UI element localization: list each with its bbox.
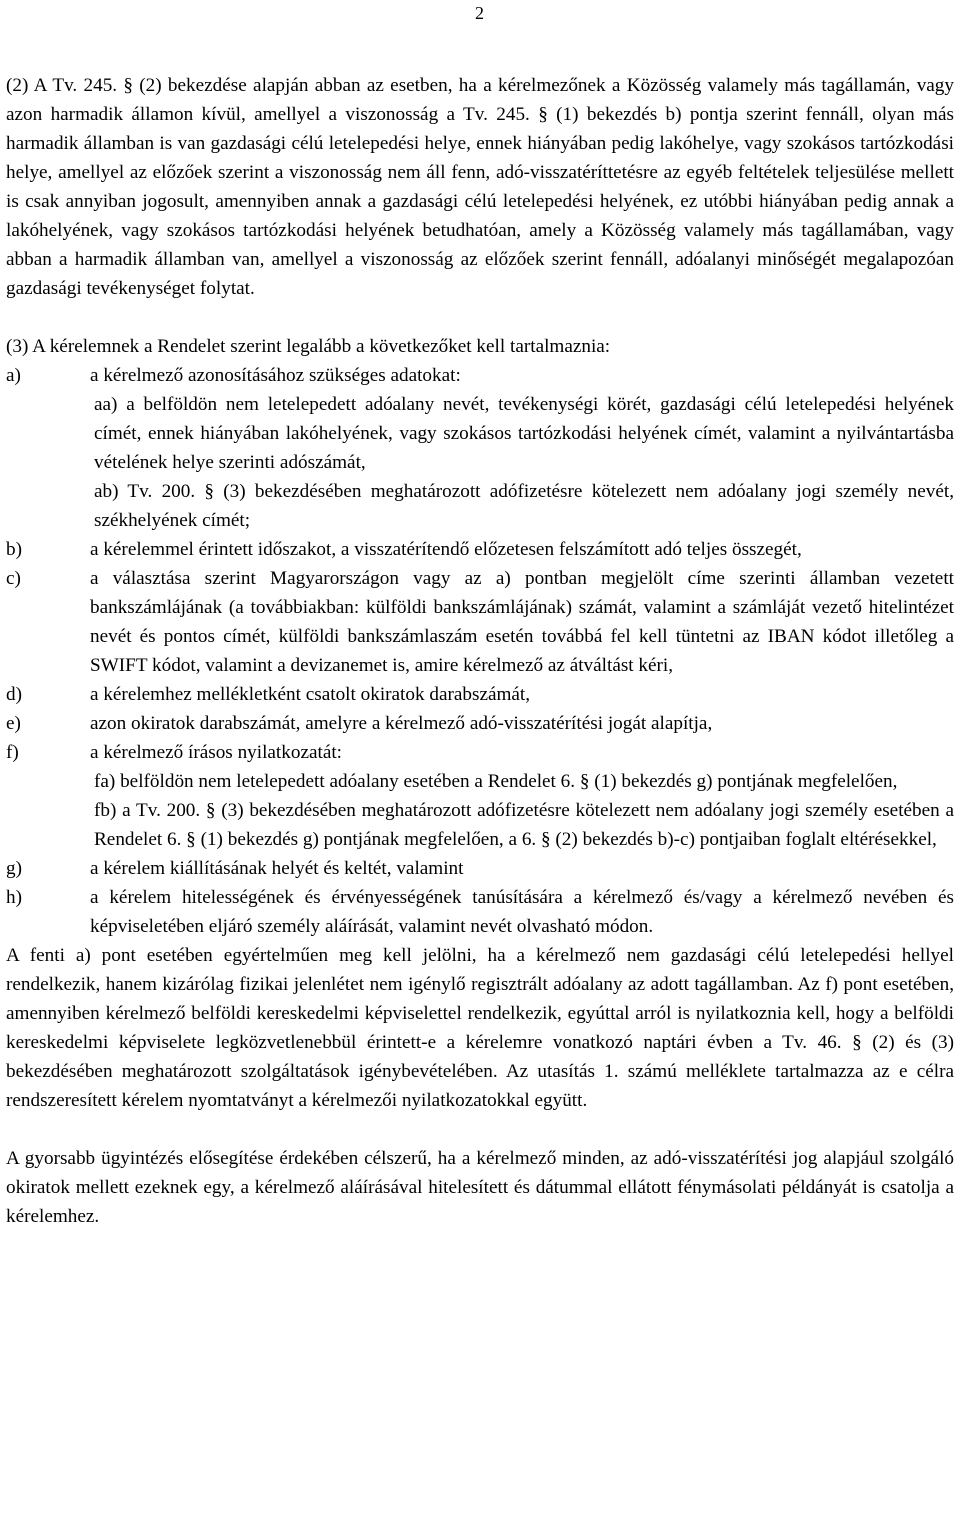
paragraph-2: (2) A Tv. 245. § (2) bekezdése alapján abban az esetben, ha a kérelmezőnek a Közösség valamely más tagállamán, vagy azon harmadik államon kívül, amellyel a viszonosság a Tv. 245. § (1) bekezdés b) pontja szerint fennáll, olyan más harmadik államban is van gazdasági célú letelepedési helye, ennek hiányában pedig lakóhelye, vagy szokásos tartózkodási helye, amellyel az előzőek szerint a viszonosság nem áll fenn, adó-visszatéríttetésre az egyéb feltételek teljesülése mellett is csak annyiban jogosult, amennyiben annak a gazdasági célú letelepedési helyének, ez utóbbi hiányában pedig annak a lakóhelyének, vagy szokásos tartózkodási helyének betudhatóan, amely a Közösség valamely más tagállamában, vagy abban a harmadik államban van, amellyel a viszonosság az előzőek szerint fennáll, adóalanyi minőségét megalapozóan gazdasági tevékenységet folytat. xyxy=(6,75,954,299)
list-item-f xyxy=(6,738,954,767)
item-text: a kérelem kiállításának helyét és keltét, valamint xyxy=(90,858,464,879)
item-label: e) xyxy=(6,713,21,734)
item-label: b) xyxy=(6,539,22,560)
list-item-a xyxy=(6,361,954,390)
paragraph-3-intro: (3) A kérelemnek a Rendelet szerint legalább a következőket kell tartalmaznia: xyxy=(6,336,611,357)
item-text: a kérelmező írásos nyilatkozatát: xyxy=(90,742,342,763)
item-text: azon okiratok darabszámát, amelyre a kérelmező adó-visszatérítési jogát alapítja, xyxy=(90,713,713,734)
list-item-e xyxy=(6,709,954,738)
paragraph-spacer xyxy=(6,1115,954,1144)
list-item-h xyxy=(6,883,954,941)
sub-item-ab: ab) Tv. 200. § (3) bekezdésében meghatározott adófizetésre kötelezett nem adóalany jogi személy nevét, székhelyének címét; xyxy=(94,481,954,531)
item-label: g) xyxy=(6,858,22,879)
item-label: h) xyxy=(6,887,22,908)
sub-item-fa: fa) belföldön nem letelepedett adóalany esetében a Rendelet 6. § (1) bekezdés g) pontjának megfelelően, xyxy=(94,771,898,792)
sub-item-aa: aa) a belföldön nem letelepedett adóalany nevét, tevékenységi körét, gazdasági célú letelepedési helyének címét, ennek hiányában lakóhelyének, vagy szokásos tartózkodási helyének címét, valamint a nyilvántartásba vételének helye szerinti adószámát, xyxy=(94,394,954,473)
sub-item-fb: fb) a Tv. 200. § (3) bekezdésében meghatározott adófizetésre kötelezett nem adóalany jogi személy esetében a Rendelet 6. § (1) bekezdés g) pontjának megfelelően, a 6. § (2) bekezdés b)-c) pontjaiban foglalt eltérésekkel, xyxy=(94,800,954,850)
document-body xyxy=(6,71,954,1231)
list-item-g xyxy=(6,854,954,883)
item-text: a kérelmező azonosításához szükséges adatokat: xyxy=(90,365,461,386)
item-text: a kérelemhez mellékletként csatolt okiratok darabszámát, xyxy=(90,684,531,705)
list-item-b xyxy=(6,535,954,564)
paragraph-spacer xyxy=(6,303,954,332)
item-text: a kérelem hitelességének és érvényességének tanúsítására a kérelmező és/vagy a kérelmező nevében és képviseletében eljáró személy aláírását, valamint nevét olvasható módon. xyxy=(90,887,954,937)
item-text: a kérelemmel érintett időszakot, a visszatérítendő előzetesen felszámított adó teljes összegét, xyxy=(90,539,802,560)
list-item-c xyxy=(6,564,954,680)
item-label: f) xyxy=(6,742,19,763)
list-item-d xyxy=(6,680,954,709)
paragraph-after-list: A fenti a) pont esetében egyértelműen meg kell jelölni, ha a kérelmező nem gazdasági célú letelepedési hellyel rendelkezik, hanem kizárólag fizikai jelenlétet nem igénylő regisztrált adóalany az adott tagállamban. Az f) pont esetében, amennyiben kérelmező belföldi kereskedelmi képviselettel rendelkezik, egyúttal arról is nyilatkoznia kell, hogy a belföldi kereskedelmi képviselete legközvetlenebbül érintett-e a kérelemre vonatkozó naptári évben a Tv. 46. § (2) és (3) bekezdésében meghatározott szolgáltatások igénybevételében. Az utasítás 1. számú melléklete tartalmazza az e célra rendszeresített kérelem nyomtatványt a kérelmezői nyilatkozatokkal együtt. xyxy=(6,945,954,1111)
item-text: a választása szerint Magyarországon vagy az a) pontban megjelölt címe szerinti államban vezetett bankszámlájának (a továbbiakban: külföldi bankszámlájának) számát, valamint a számláját vezető hitelintézet nevét és pontos címét, külföldi bankszámlaszám esetén továbbá fel kell tüntetni az IBAN kódot illetőleg a SWIFT kódot, valamint a devizanemet is, amire kérelmező az átváltást kéri, xyxy=(90,568,954,676)
item-label: d) xyxy=(6,684,22,705)
item-label: a) xyxy=(6,365,21,386)
paragraph-final: A gyorsabb ügyintézés elősegítése érdekében célszerű, ha a kérelmező minden, az adó-visszatérítési jog alapjául szolgáló okiratok mellett ezeknek egy, a kérelmező aláírásával hitelesített és dátummal ellátott fénymásolati példányát is csatolja a kérelemhez. xyxy=(6,1148,954,1227)
item-label: c) xyxy=(6,568,21,589)
page-number: 2 xyxy=(475,3,484,23)
